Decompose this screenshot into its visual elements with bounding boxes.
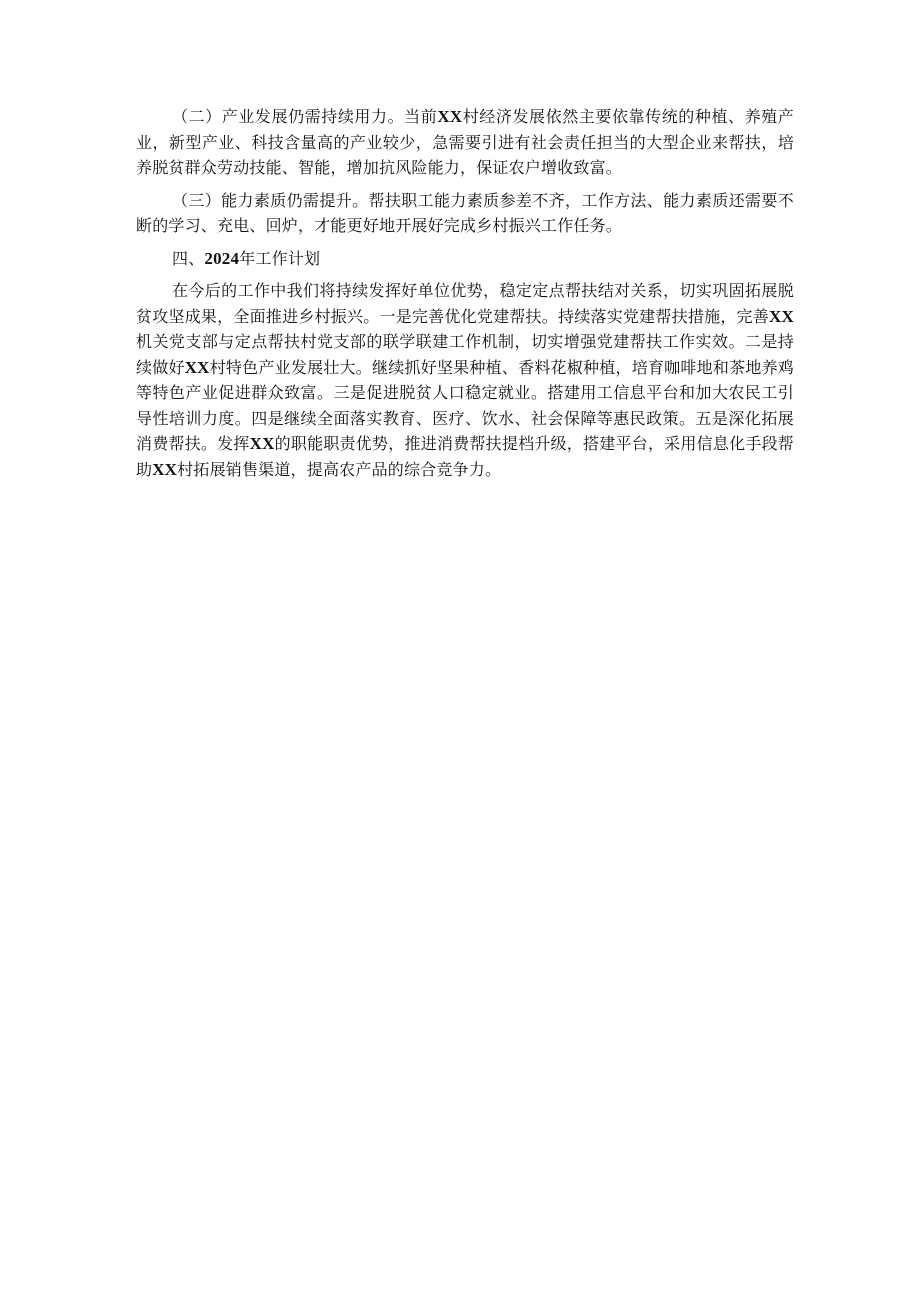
text-run: 村拓展销售渠道，提高农产品的综合竞争力。 <box>177 459 502 479</box>
bold-placeholder: XX <box>769 306 794 326</box>
text-run: （三）能力素质仍需提升。帮扶职工能力素质参差不齐，工作方法、能力素质还需要不断的学习、充电、回炉，才能更好地开展好完成乡村振兴工作任务。 <box>136 190 794 235</box>
text-run: 机关党支部与定点帮扶村党支部的联学联建工作机制，切实增强党建帮扶工作实效。二是持续做好 <box>136 332 794 377</box>
paragraph-work-plan <box>136 278 794 482</box>
text-run: 的职能职责优势，推进消费帮扶提档升级，搭建平台，采用信息化手段帮助 <box>136 434 794 479</box>
bold-year: 2024 <box>204 248 240 268</box>
section-heading-work-plan <box>136 246 794 272</box>
paragraph-industry-development <box>136 104 794 181</box>
text-run: 年工作计划 <box>239 248 321 268</box>
text-run: （二）产业发展仍需持续用力。当前 <box>172 107 438 126</box>
text-run: 四、 <box>172 248 205 268</box>
bold-placeholder: XX <box>437 107 463 126</box>
bold-placeholder: XX <box>249 434 275 453</box>
text-run: 村特色产业发展壮大。继续抓好坚果种植、香料花椒种植，培育咖啡地和茶地养鸡等特色产业促进群众致富。三是促进脱贫人口稳定就业。搭建用工信息平台和加大农民工引导性培训力度。四是继续全面落实教育、医疗、饮水、社会保障等惠民政策。五是深化拓展消费帮扶。发挥 <box>136 357 794 453</box>
document-body <box>136 104 794 489</box>
bold-placeholder: XX <box>184 357 210 377</box>
paragraph-capability-quality <box>136 188 794 239</box>
text-run: 在今后的工作中我们将持续发挥好单位优势，稳定定点帮扶结对关系，切实巩固拓展脱贫攻坚成果，全面推进乡村振兴。一是完善优化党建帮扶。持续落实党建帮扶措施，完善 <box>136 281 794 326</box>
text-run: 村经济发展依然主要依靠传统的种植、养殖产业，新型产业、科技含量高的产业较少，急需要引进有社会责任担当的大型企业来帮扶，培养脱贫群众劳动技能、智能，增加抗风险能力，保证农户增收致富。 <box>136 107 794 177</box>
bold-placeholder: XX <box>152 459 178 479</box>
